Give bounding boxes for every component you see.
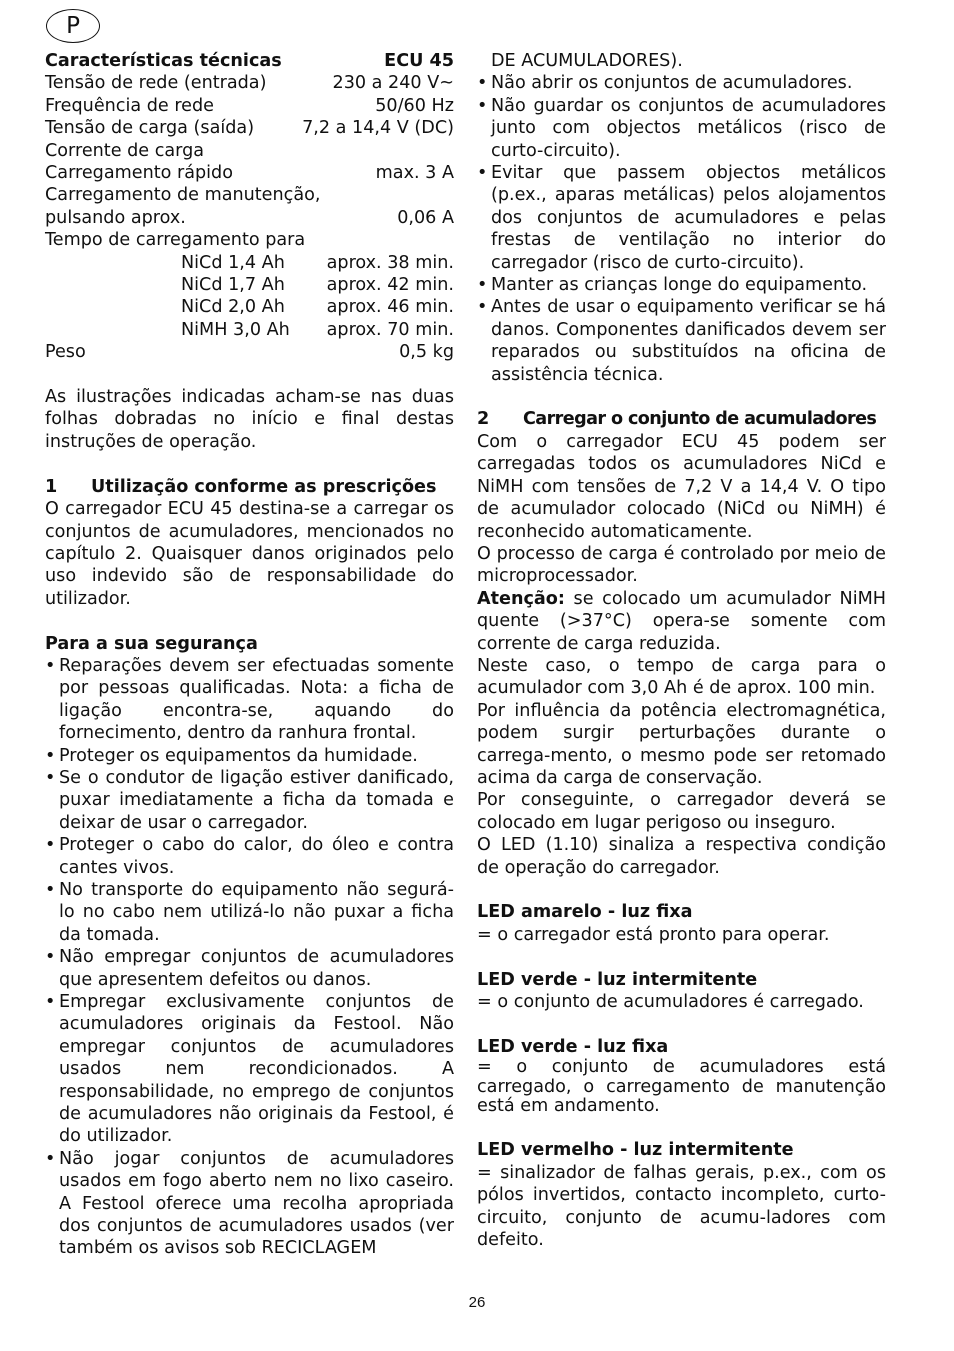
charge-time-row bbox=[45, 252, 454, 274]
led-description: = o conjunto de acumuladores está carregado, o carregamento de manutenção está em andamento. bbox=[477, 1057, 886, 1117]
list-item: • Proteger o cabo do calor, do óleo e contra cantes vivos. bbox=[45, 834, 454, 879]
specs-title: Características técnicas bbox=[45, 51, 282, 71]
charge-time: aprox. 42 min. bbox=[326, 275, 454, 296]
spec-row bbox=[45, 341, 454, 363]
battery-type: NiCd 1,7 Ah bbox=[181, 275, 285, 296]
led-description: = o carregador está pronto para operar. bbox=[477, 924, 830, 945]
section-2-paragraph: Por influência da potência electromagnética, podem surgir perturbações durante o carrega-mento, o mesmo pode ser retomado acima da carga de conservação. bbox=[477, 700, 886, 788]
spec-label: Frequência de rede bbox=[45, 95, 214, 116]
spec-value: 7,2 a 14,4 V (DC) bbox=[302, 118, 454, 139]
led-title: LED vermelho - luz intermitente bbox=[477, 1140, 794, 1161]
section-1-body: O carregador ECU 45 destina-se a carregar os conjuntos de acumuladores, mencionados no capítulo 2. Quaisquer danos originados pelo uso indevido são de responsabilidade do utilizador. bbox=[45, 499, 454, 609]
battery-type: NiMH 3,0 Ah bbox=[181, 319, 290, 340]
safety-list bbox=[45, 655, 454, 1260]
led-description: = o conjunto de acumuladores é carregado. bbox=[477, 992, 864, 1013]
section-2-paragraph: Neste caso, o tempo de carga para o acumulador com 3,0 Ah é de aprox. 100 min. bbox=[477, 655, 886, 699]
battery-type: NiCd 2,0 Ah bbox=[181, 297, 285, 318]
led-title: LED amarelo - luz fixa bbox=[477, 902, 693, 923]
attention-paragraph bbox=[477, 588, 886, 655]
spec-value: 50/60 Hz bbox=[375, 95, 454, 116]
charge-time-label: Tempo de carregamento para bbox=[45, 230, 306, 251]
list-item: • Proteger os equipamentos da humidade. bbox=[45, 745, 454, 767]
list-item: • Reparações devem ser efectuadas somente por pessoas qualificadas. Nota: a ficha de ligação encontra-se, aquando do fornecimento, dentro da ranhura frontal. bbox=[45, 655, 454, 745]
left-column bbox=[45, 50, 454, 1260]
spec-label: pulsando aprox. bbox=[45, 207, 186, 228]
language-badge: P bbox=[46, 9, 100, 43]
list-item: • Se o condutor de ligação estiver danificado, puxar imediatamente a ficha da tomada e deixar de usar o carregador. bbox=[45, 767, 454, 834]
specs-header bbox=[45, 50, 454, 72]
charge-time-row bbox=[45, 274, 454, 296]
maintenance-label: Carregamento de manutenção, bbox=[45, 185, 321, 206]
spec-value: 230 a 240 V~ bbox=[332, 73, 454, 94]
list-item: • Não guardar os conjuntos de acumuladores junto com objectos metálicos (risco de curto-circuito). bbox=[477, 95, 886, 162]
section-2-paragraph: Por conseguinte, o carregador deverá se colocado em lugar perigoso ou inseguro. bbox=[477, 790, 886, 833]
attention-label: Atenção: bbox=[477, 588, 565, 609]
specs-model: ECU 45 bbox=[384, 51, 454, 71]
section-2-paragraph: O processo de carga é controlado por meio de microprocessador. bbox=[477, 543, 886, 587]
section-2-heading bbox=[477, 408, 886, 430]
spec-label: Tensão de rede (entrada) bbox=[45, 73, 267, 94]
spec-row bbox=[45, 162, 454, 184]
spec-value: 0,5 kg bbox=[399, 342, 454, 363]
charge-time-row bbox=[45, 319, 454, 341]
section-2-paragraph: Com o carregador ECU 45 podem ser carregadas todos os acumuladores NiCd e NiMH com tensões de 7,2 V a 14,4 V. O tipo de acumulador colocado (NiCd ou NiMH) é reconhecido automaticamente. bbox=[477, 431, 886, 542]
battery-type: NiCd 1,4 Ah bbox=[181, 252, 285, 273]
safety-list-continued bbox=[477, 72, 886, 386]
list-continuation: DE ACUMULADORES). bbox=[491, 51, 683, 71]
section-number: 2 bbox=[477, 409, 490, 430]
list-item: • Não empregar conjuntos de acumuladores que apresentem defeitos ou danos. bbox=[45, 946, 454, 991]
spec-value: max. 3 A bbox=[375, 163, 454, 184]
charge-time: aprox. 70 min. bbox=[326, 319, 454, 340]
section-number: 1 bbox=[45, 476, 58, 497]
led-title: LED verde - luz intermitente bbox=[477, 969, 758, 990]
list-item: • Não abrir os conjuntos de acumuladores. bbox=[477, 72, 886, 94]
spec-value: 0,06 A bbox=[397, 207, 454, 228]
charge-time: aprox. 46 min. bbox=[326, 297, 454, 318]
list-item: • Evitar que passem objectos metálicos (p.ex., aparas metálicas) pelos alojamentos dos conjuntos de acumuladores e pelas frestas de ventilação no interior do carregador (risco de curto-circuito). bbox=[477, 162, 886, 274]
spec-row bbox=[45, 117, 454, 139]
spec-row bbox=[45, 95, 454, 117]
attention-text: se colocado um acumulador NiMH quente (>37°C) opera-se somente com corrente de carga reduzida. bbox=[477, 588, 886, 654]
spec-row bbox=[45, 72, 454, 94]
spec-row bbox=[45, 207, 454, 229]
list-item: • Manter as crianças longe do equipamento. bbox=[477, 274, 886, 296]
charge-time: aprox. 38 min. bbox=[326, 252, 454, 273]
page-number: 26 bbox=[468, 1294, 486, 1311]
list-item: • Não jogar conjuntos de acumuladores usados em fogo aberto nem no lixo caseiro. A Festool oferece uma recolha apropriada dos conjuntos de acumuladores usados (ver também os avisos sob RECICLAGEM bbox=[45, 1148, 454, 1260]
section-title: Carregar o conjunto de acumuladores bbox=[523, 409, 877, 430]
section-1-heading bbox=[45, 476, 454, 498]
list-item: • No transporte do equipamento não segurá-lo no cabo nem utilizá-lo não puxar a ficha da tomada. bbox=[45, 879, 454, 946]
right-column bbox=[477, 50, 886, 1251]
spec-label: Tensão de carga (saída) bbox=[45, 118, 255, 139]
list-item: • Antes de usar o equipamento verificar se há danos. Componentes danificados devem ser reparados ou substituídos na oficina de assistência técnica. bbox=[477, 296, 886, 386]
led-title: LED verde - luz fixa bbox=[477, 1036, 669, 1057]
charge-current-label: Corrente de carga bbox=[45, 140, 205, 161]
spec-label: Carregamento rápido bbox=[45, 163, 233, 184]
section-title: Utilização conforme as prescrições bbox=[91, 476, 437, 497]
charge-time-row bbox=[45, 296, 454, 318]
safety-title: Para a sua segurança bbox=[45, 633, 258, 654]
led-description: = sinalizador de falhas gerais, p.ex., com os pólos invertidos, contacto incompleto, curto-circuito, conjunto de acumu-ladores com defeito. bbox=[477, 1162, 886, 1251]
list-item: • Empregar exclusivamente conjuntos de acumuladores originais da Festool. Não empregar conjuntos de acumuladores usados nem recondicionados. A responsabilidade, no emprego de conjuntos de acumuladores não originais da Festool, é do utilizador. bbox=[45, 991, 454, 1148]
spec-label: Peso bbox=[45, 342, 86, 363]
section-2-paragraph: O LED (1.10) sinaliza a respectiva condição de operação do carregador. bbox=[477, 835, 886, 878]
intro-paragraph: As ilustrações indicadas acham-se nas duas folhas dobradas no início e final destas instruções de operação. bbox=[45, 387, 454, 452]
